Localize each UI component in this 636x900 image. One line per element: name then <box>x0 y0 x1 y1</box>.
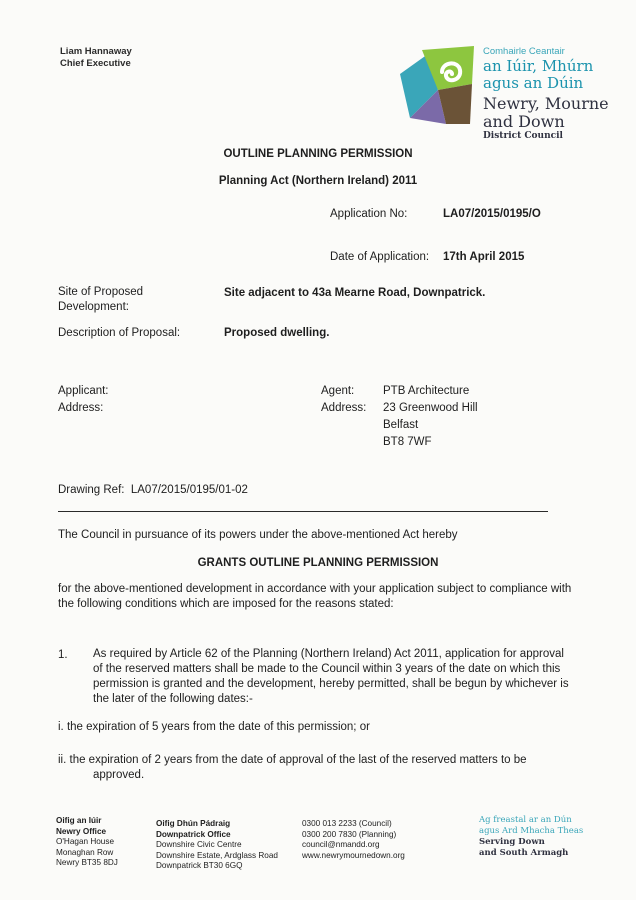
application-number-label: Application No: <box>330 208 408 220</box>
footer-newry-line: Newry BT35 8DJ <box>56 858 118 867</box>
footer-serving-irish-line1: Ag freastal ar an Dún <box>479 815 572 825</box>
agent-label: Agent: <box>321 385 355 397</box>
footer-downpatrick-line: Downshire Civic Centre <box>156 840 242 849</box>
footer-phone-council: 0300 013 2233 (Council) <box>302 819 392 828</box>
application-date-label: Date of Application: <box>330 251 430 263</box>
footer-contact <box>302 819 405 861</box>
council-irish-small: Comhairle Ceantair <box>483 46 565 57</box>
planning-act: Planning Act (Northern Ireland) 2011 <box>218 175 418 187</box>
condition-line: the later of the following dates:- <box>93 693 253 705</box>
council-name-block <box>483 46 609 142</box>
grant-paragraph-line: the following conditions which are imposed for the reasons stated: <box>58 598 394 610</box>
council-english-line2: and Down <box>483 112 565 131</box>
drawing-ref-label: Drawing Ref: <box>58 484 125 496</box>
chief-executive-title: Chief Executive <box>60 58 131 69</box>
grant-paragraph <box>58 582 571 612</box>
council-english-small: District Council <box>483 131 563 141</box>
chief-executive-name: Liam Hannaway <box>60 46 132 57</box>
agent-address-label: Address: <box>321 402 367 414</box>
site-value: Site adjacent to 43a Mearne Road, Downpatrick. <box>224 287 486 299</box>
condition-number: 1. <box>58 649 68 661</box>
condition-line: permission is granted and the development, hereby permitted, shall be begun by whichever is <box>93 678 569 690</box>
intro-text: The Council in pursuance of its powers under the above-mentioned Act hereby <box>58 529 458 541</box>
condition-item-i: i. the expiration of 5 years from the date of this permission; or <box>58 721 370 733</box>
footer-downpatrick-office <box>156 819 278 872</box>
site-label <box>58 285 143 315</box>
footer-downpatrick-line: Downshire Estate, Ardglass Road <box>156 850 278 860</box>
agent-details <box>383 383 478 451</box>
condition-item-ii-line1: ii. the expiration of 2 years from the date of approval of the last of the reserved matters to be <box>58 754 527 766</box>
description-value: Proposed dwelling. <box>224 327 330 339</box>
footer-newry-title-irish: Oifig an Iúir <box>56 816 102 825</box>
footer-downpatrick-title: Downpatrick Office <box>156 829 231 839</box>
applicant-address-label: Address: <box>58 402 104 414</box>
council-irish-line1: an Iúir, Mhúrn <box>483 57 594 75</box>
application-date-value: 17th April 2015 <box>443 251 525 263</box>
footer-serving-english-line1: Serving Down <box>479 837 545 847</box>
footer-phone-planning: 0300 200 7830 (Planning) <box>302 829 397 839</box>
drawing-ref-value: LA07/2015/0195/01-02 <box>130 484 248 496</box>
grant-paragraph-line: for the above-mentioned development in accordance with your application subject to compliance with <box>58 583 572 595</box>
condition-text <box>93 647 569 707</box>
description-label: Description of Proposal: <box>58 327 181 339</box>
divider-line <box>58 511 548 512</box>
council-english-line1: Newry, Mourne <box>483 94 609 113</box>
agent-address-line: Belfast <box>383 419 419 431</box>
condition-item-ii-line2: approved. <box>93 769 145 781</box>
drawing-ref <box>58 482 248 498</box>
footer-downpatrick-line: Downpatrick BT30 6GQ <box>156 861 243 870</box>
condition-line: As required by Article 62 of the Planning (Northern Ireland) Act 2011, application for approval <box>93 648 564 660</box>
condition-line: of the reserved matters shall be made to the Council within 3 years of the date on which this <box>93 663 561 675</box>
footer-serving-english-line2: and South Armagh <box>479 848 569 858</box>
footer-newry-line: O'Hagan House <box>56 837 115 846</box>
footer-downpatrick-title-irish: Oifig Dhún Pádraig <box>156 819 231 828</box>
footer-serving <box>479 815 583 859</box>
footer-website-link[interactable]: www.newrymournedown.org <box>302 850 405 860</box>
footer-newry-office <box>56 816 118 869</box>
grant-heading: GRANTS OUTLINE PLANNING PERMISSION <box>197 557 439 569</box>
agent-address-line: 23 Greenwood Hill <box>383 402 478 414</box>
council-logo-icon <box>394 44 478 126</box>
site-label-line1: Site of Proposed <box>58 286 144 298</box>
chief-executive-block <box>60 46 132 70</box>
document-title: OUTLINE PLANNING PERMISSION <box>223 148 413 160</box>
applicant-label: Applicant: <box>58 385 109 397</box>
application-number-value: LA07/2015/0195/O <box>443 208 541 220</box>
council-irish-line2: agus an Dúin <box>483 74 584 92</box>
footer-newry-line: Monaghan Row <box>56 847 114 857</box>
footer-email-link[interactable]: council@nmandd.org <box>302 840 380 849</box>
agent-name: PTB Architecture <box>383 385 470 397</box>
site-label-line2: Development: <box>58 301 129 313</box>
agent-address-line: BT8 7WF <box>383 436 432 448</box>
footer-serving-irish-line2: agus Ard Mhacha Theas <box>479 826 584 836</box>
footer-newry-title: Newry Office <box>56 826 107 836</box>
